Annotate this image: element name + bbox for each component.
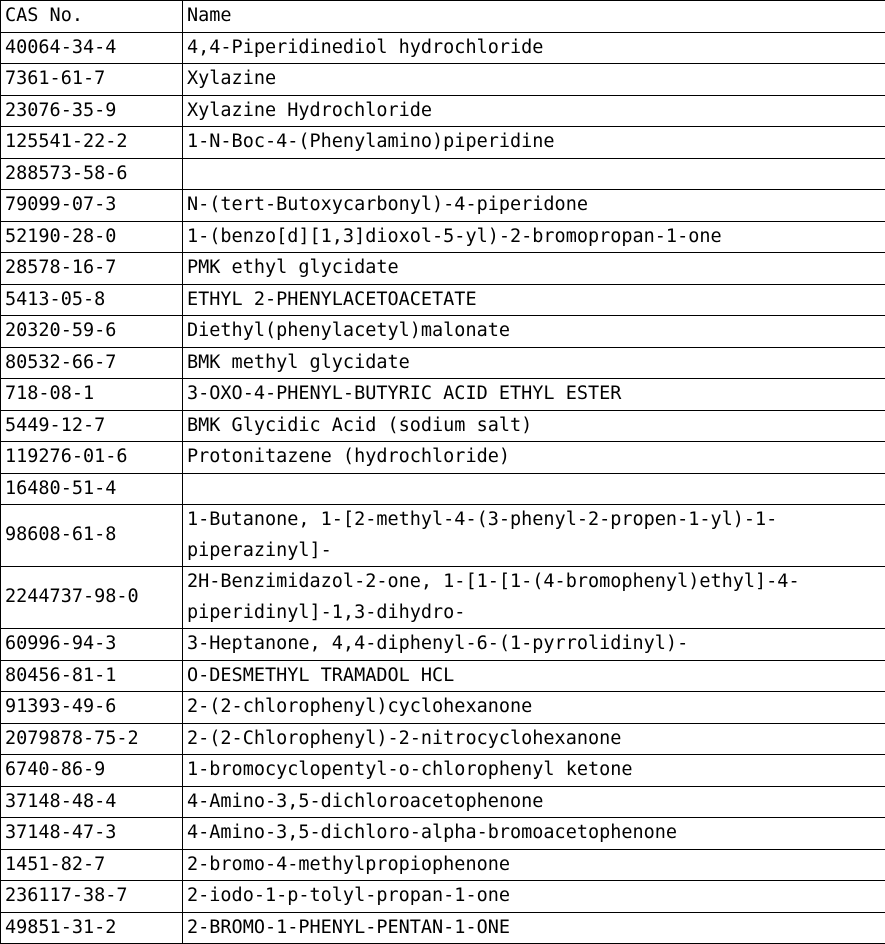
table-row <box>1 786 885 818</box>
table-header <box>1 1 885 33</box>
table-row <box>1 912 885 944</box>
cas-number-cell: 37148-47-3 <box>1 818 183 850</box>
cas-number-cell: 125541-22-2 <box>1 127 183 159</box>
compound-name-cell: O-DESMETHYL TRAMADOL HCL <box>183 660 885 692</box>
table-row <box>1 473 885 505</box>
table-row <box>1 347 885 379</box>
table-row <box>1 221 885 253</box>
table-row <box>1 660 885 692</box>
table-row <box>1 284 885 316</box>
table-row <box>1 505 885 567</box>
compound-name-cell: BMK Glycidic Acid (sodium salt) <box>183 410 885 442</box>
compound-name-cell: 2-(2-Chlorophenyl)-2-nitrocyclohexanone <box>183 723 885 755</box>
table-row <box>1 32 885 64</box>
compound-name-cell: 2H-Benzimidazol-2-one, 1-[1-[1-(4-bromophenyl)ethyl]-4-piperidinyl]-1,3-dihydro- <box>183 567 885 629</box>
compound-name-cell: 2-iodo-1-p-tolyl-propan-1-one <box>183 881 885 913</box>
table-row <box>1 723 885 755</box>
cas-number-cell: 16480-51-4 <box>1 473 183 505</box>
compound-name-cell: 1-(benzo[d][1,3]dioxol-5-yl)-2-bromopropan-1-one <box>183 221 885 253</box>
table-row <box>1 64 885 96</box>
compound-name-cell <box>183 473 885 505</box>
cas-number-cell: 91393-49-6 <box>1 692 183 724</box>
cas-number-cell: 6740-86-9 <box>1 755 183 787</box>
cas-number-cell: 20320-59-6 <box>1 316 183 348</box>
table-row <box>1 567 885 629</box>
cas-number-cell: 7361-61-7 <box>1 64 183 96</box>
cas-number-cell: 288573-58-6 <box>1 158 183 190</box>
cas-number-cell: 98608-61-8 <box>1 505 183 567</box>
compound-name-cell: PMK ethyl glycidate <box>183 253 885 285</box>
cas-number-cell: 1451-82-7 <box>1 849 183 881</box>
compound-name-cell: 2-BROMO-1-PHENYL-PENTAN-1-ONE <box>183 912 885 944</box>
header-cas: CAS No. <box>1 1 183 33</box>
compound-name-cell: 2-(2-chlorophenyl)cyclohexanone <box>183 692 885 724</box>
compound-name-cell: 1-N-Boc-4-(Phenylamino)piperidine <box>183 127 885 159</box>
cas-number-cell: 37148-48-4 <box>1 786 183 818</box>
cas-number-cell: 718-08-1 <box>1 379 183 411</box>
compound-name-cell: 3-Heptanone, 4,4-diphenyl-6-(1-pyrrolidinyl)- <box>183 629 885 661</box>
compound-name-cell: 1-Butanone, 1-[2-methyl-4-(3-phenyl-2-propen-1-yl)-1-piperazinyl]- <box>183 505 885 567</box>
table-row <box>1 410 885 442</box>
table-row <box>1 127 885 159</box>
cas-number-cell: 5413-05-8 <box>1 284 183 316</box>
table-row <box>1 629 885 661</box>
table-row <box>1 316 885 348</box>
cas-number-cell: 2244737-98-0 <box>1 567 183 629</box>
cas-number-cell: 119276-01-6 <box>1 442 183 474</box>
table-row <box>1 849 885 881</box>
table-row <box>1 158 885 190</box>
header-row <box>1 1 885 33</box>
compound-name-cell <box>183 158 885 190</box>
cas-number-cell: 236117-38-7 <box>1 881 183 913</box>
cas-number-cell: 52190-28-0 <box>1 221 183 253</box>
cas-number-cell: 80456-81-1 <box>1 660 183 692</box>
table-row <box>1 442 885 474</box>
compound-name-cell: BMK methyl glycidate <box>183 347 885 379</box>
compound-name-cell: Xylazine <box>183 64 885 96</box>
compound-name-cell: 4-Amino-3,5-dichloroacetophenone <box>183 786 885 818</box>
cas-number-cell: 23076-35-9 <box>1 95 183 127</box>
cas-number-cell: 60996-94-3 <box>1 629 183 661</box>
table-row <box>1 818 885 850</box>
table-row <box>1 253 885 285</box>
table-row <box>1 190 885 222</box>
table-row <box>1 692 885 724</box>
cas-number-cell: 5449-12-7 <box>1 410 183 442</box>
compound-name-cell: ETHYL 2-PHENYLACETOACETATE <box>183 284 885 316</box>
cas-number-cell: 79099-07-3 <box>1 190 183 222</box>
table-body <box>1 32 885 944</box>
compound-name-cell: 4,4-Piperidinediol hydrochloride <box>183 32 885 64</box>
compound-name-cell: Protonitazene (hydrochloride) <box>183 442 885 474</box>
compound-name-cell: 4-Amino-3,5-dichloro-alpha-bromoacetophenone <box>183 818 885 850</box>
compound-name-cell: Xylazine Hydrochloride <box>183 95 885 127</box>
table-row <box>1 755 885 787</box>
cas-number-cell: 80532-66-7 <box>1 347 183 379</box>
table-row <box>1 95 885 127</box>
compound-name-cell: N-(tert-Butoxycarbonyl)-4-piperidone <box>183 190 885 222</box>
table-row <box>1 881 885 913</box>
compound-name-cell: 3-OXO-4-PHENYL-BUTYRIC ACID ETHYL ESTER <box>183 379 885 411</box>
cas-number-cell: 2079878-75-2 <box>1 723 183 755</box>
header-name: Name <box>183 1 885 33</box>
cas-number-cell: 28578-16-7 <box>1 253 183 285</box>
compound-name-cell: Diethyl(phenylacetyl)malonate <box>183 316 885 348</box>
table-row <box>1 379 885 411</box>
compound-name-cell: 1-bromocyclopentyl-o-chlorophenyl ketone <box>183 755 885 787</box>
cas-number-cell: 40064-34-4 <box>1 32 183 64</box>
cas-number-cell: 49851-31-2 <box>1 912 183 944</box>
compound-name-cell: 2-bromo-4-methylpropiophenone <box>183 849 885 881</box>
